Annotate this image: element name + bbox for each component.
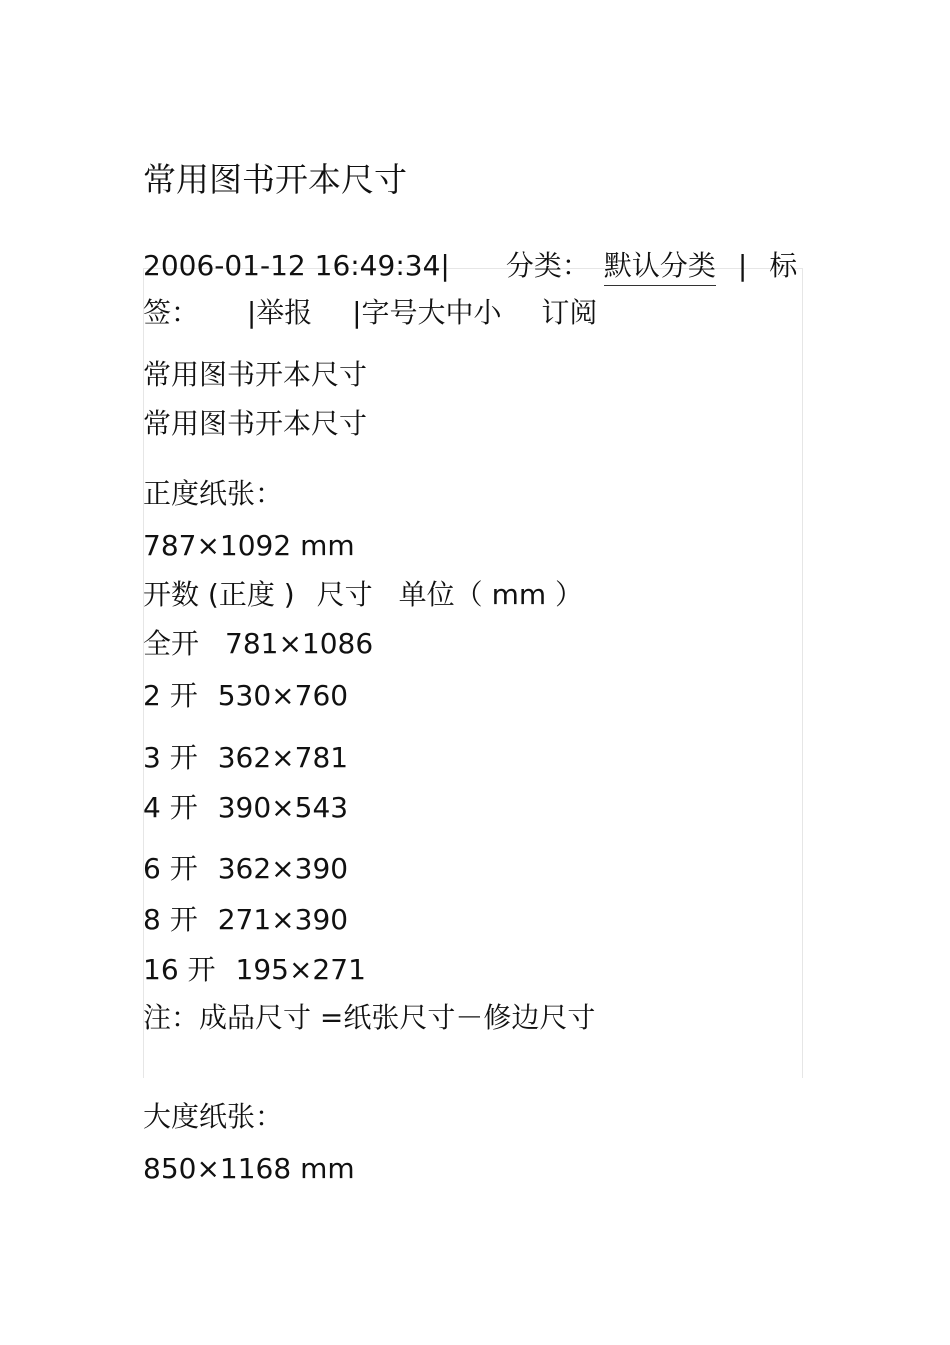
row-size: 362×781: [217, 741, 349, 774]
row-count: 全开: [143, 627, 200, 660]
category-link[interactable]: 默认分类: [604, 248, 716, 286]
size-note: 注：成品尺寸 =纸张尺寸－修边尺寸: [143, 1001, 596, 1034]
category-label: 分类：: [505, 249, 590, 282]
row-count: 16 开: [143, 953, 216, 986]
post-datetime: 2006-01-12 16:49:34|: [143, 249, 450, 282]
table-row: [143, 851, 348, 887]
table-row: [143, 740, 348, 776]
body-heading-1: 常用图书开本尺寸: [143, 358, 368, 391]
table-header: [143, 577, 583, 613]
font-size-control[interactable]: |字号大中小: [352, 296, 502, 329]
row-size: 390×543: [217, 791, 349, 824]
row-count: 3 开: [143, 741, 198, 774]
section-2-title: 大度纸张：: [143, 1100, 284, 1133]
table-row: [143, 678, 348, 714]
row-size: 271×390: [217, 903, 349, 936]
table-row: [143, 902, 348, 938]
row-size: 362×390: [217, 852, 349, 885]
table-row: [143, 626, 373, 662]
row-size: 195×271: [235, 953, 366, 986]
row-count: 6 开: [143, 852, 198, 885]
section-1-size: 787×1092 mm: [143, 529, 355, 562]
row-count: 2 开: [143, 679, 198, 712]
table-header-count: 开数 (正度 ): [143, 578, 295, 611]
body-heading-2: 常用图书开本尺寸: [143, 407, 368, 440]
subscribe-link[interactable]: 订阅: [541, 296, 598, 329]
meta-separator: |: [737, 249, 748, 282]
post-meta-line: [143, 248, 805, 286]
table-header-unit: 单位（ mm ）: [398, 578, 584, 611]
tag-label-part1: 标: [769, 249, 798, 282]
row-size: 781×1086: [225, 627, 374, 660]
row-size: 530×760: [217, 679, 349, 712]
section-2-size: 850×1168 mm: [143, 1152, 355, 1185]
table-row: [143, 790, 348, 826]
table-row: [143, 952, 366, 988]
page-title: 常用图书开本尺寸: [143, 160, 407, 199]
row-count: 8 开: [143, 903, 198, 936]
tag-label-part2: 签：: [143, 296, 200, 329]
table-header-size: 尺寸: [316, 578, 373, 611]
post-meta-actions: [143, 295, 597, 331]
row-count: 4 开: [143, 791, 198, 824]
section-1-title: 正度纸张：: [143, 477, 284, 510]
report-link[interactable]: |举报: [246, 296, 313, 329]
